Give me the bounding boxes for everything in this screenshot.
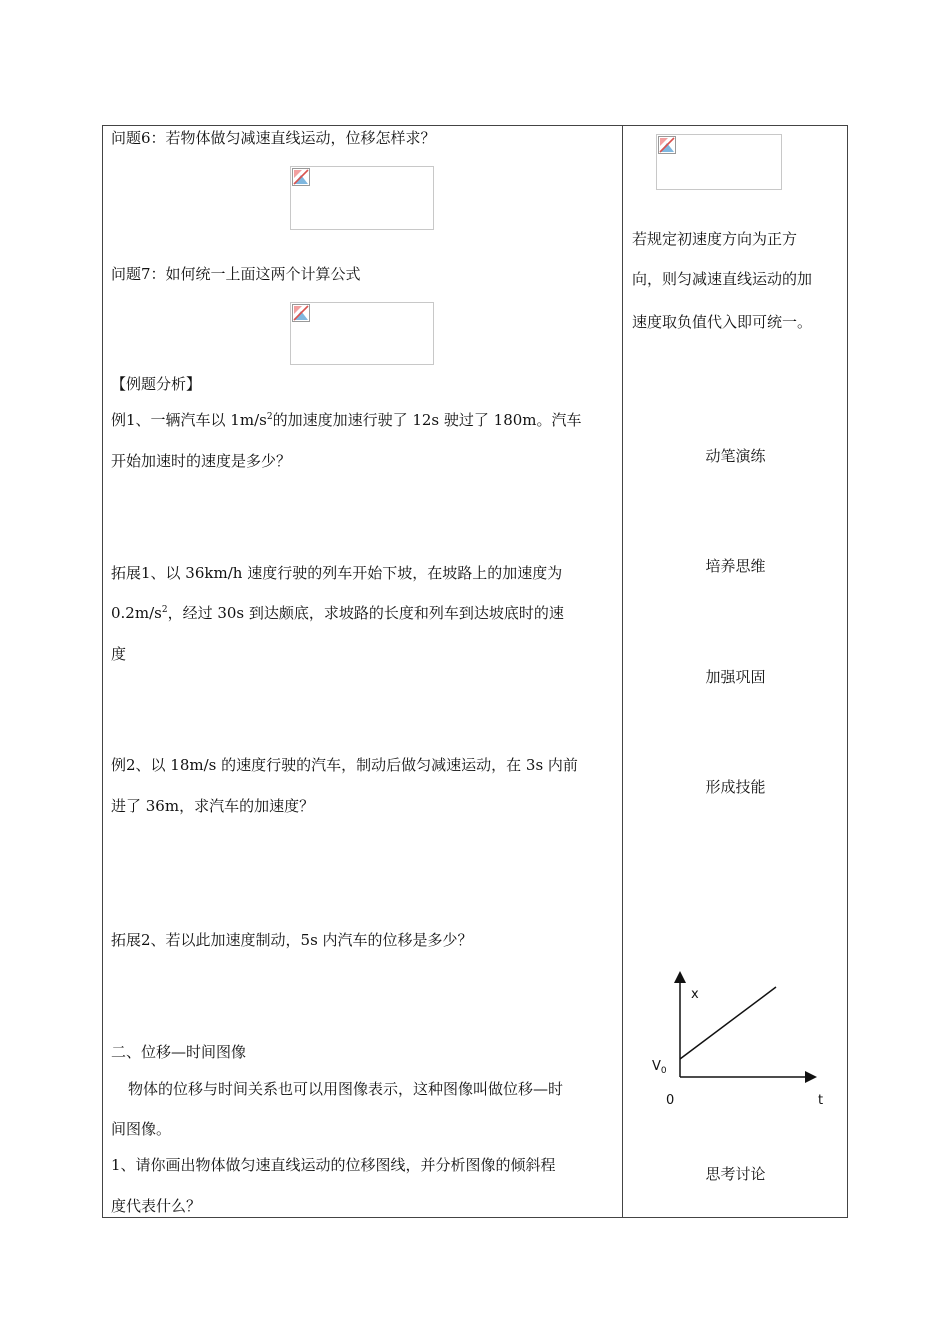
section-2-paragraph-line-2: 间图像。 — [111, 1120, 172, 1138]
y-axis-label: x — [691, 987, 699, 1002]
section-2-paragraph-line-1: 物体的位移与时间关系也可以用图像表示，这种图像叫做位移—时 — [128, 1080, 564, 1098]
broken-image-icon — [292, 304, 310, 322]
side-note-line-2: 向，则匀减速直线运动的加 — [632, 270, 813, 288]
section-2-question-line-2: 度代表什么？ — [111, 1197, 202, 1215]
section-example-analysis: 【例题分析】 — [111, 375, 202, 393]
formula-image-2 — [290, 302, 434, 365]
example-2-line-2: 进了 36m，求汽车的加速度？ — [111, 797, 315, 815]
example-2-line-1: 例2、以 18m/s 的速度行驶的汽车，制动后做匀减速运动，在 3s 内前 — [111, 756, 578, 774]
extension-1-line-1: 拓展1、以 36km/h 速度行驶的列车开始下坡，在坡路上的加速度为 — [111, 564, 563, 582]
broken-image-icon — [292, 168, 310, 186]
example-1-line-2: 开始加速时的速度是多少？ — [111, 452, 292, 470]
side-note-line-1: 若规定初速度方向为正方 — [632, 230, 798, 248]
side-note-line-3: 速度取负值代入即可统一。 — [632, 313, 813, 331]
side-image — [656, 134, 782, 190]
question-7: 问题7：如何统一上面这两个计算公式 — [111, 265, 361, 283]
extension-1-line-3: 度 — [111, 645, 127, 663]
extension-1-line-2: $0.2m/s^2$，经过 30s 到达颇底，求坡路的长度和列车到达坡底时的速 — [111, 604, 564, 622]
question-6: 问题6：若物体做匀减速直线运动，位移怎样求？ — [111, 129, 436, 147]
example-1-line-1: 例1、一辆汽车以 $1m/s^2$的加速度加速行驶了 12s 驶过了 180m。汽车 — [111, 411, 582, 429]
formula-image-1 — [290, 166, 434, 230]
side-tag-skills: 形成技能 — [705, 778, 766, 796]
displacement-time-graph — [630, 960, 840, 1120]
section-2-title: 二、位移—时间图像 — [111, 1043, 247, 1061]
side-tag-practice: 动笔演练 — [705, 447, 766, 465]
broken-image-icon — [658, 136, 676, 154]
v0-label: $V_0$ — [652, 1059, 667, 1076]
side-tag-discussion: 思考讨论 — [705, 1165, 766, 1183]
origin-label: 0 — [666, 1093, 675, 1108]
side-tag-consolidate: 加强巩固 — [705, 668, 766, 686]
x-axis-label: t — [818, 1093, 824, 1108]
section-2-question-line-1: 1、请你画出物体做匀速直线运动的位移图线，并分析图像的倾斜程 — [111, 1156, 556, 1174]
side-tag-thinking: 培养思维 — [705, 557, 766, 575]
extension-2: 拓展2、若以此加速度制动，5s 内汽车的位移是多少？ — [111, 931, 473, 949]
